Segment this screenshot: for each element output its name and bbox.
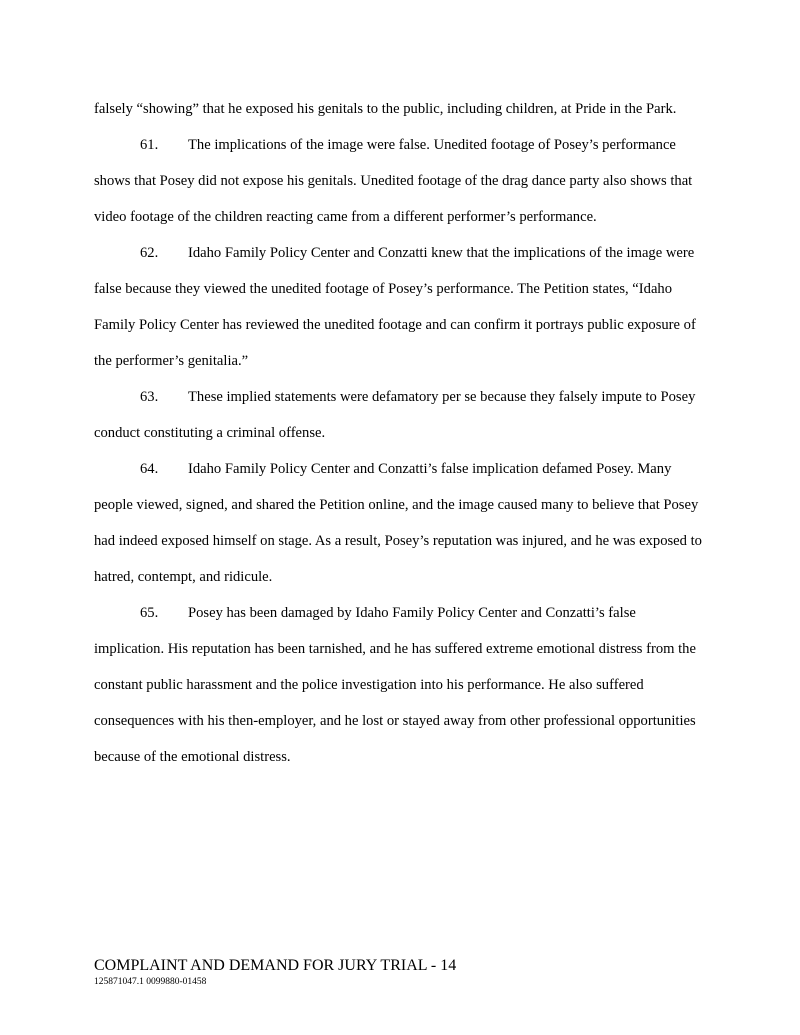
paragraph-62 (94, 235, 708, 379)
paragraph-63 (94, 379, 708, 451)
paragraph-65 (94, 595, 708, 775)
paragraph-text: Idaho Family Policy Center and Conzatti knew that the implications of the image were false because they viewed the unedited footage of Posey’s performance. The Petition states, “Idaho Family Policy Center has reviewed the unedited footage and can confirm it portrays public exposure of the performer’s genitalia.” (94, 245, 696, 369)
paragraph-number: 63. (140, 389, 159, 405)
paragraph-64 (94, 451, 708, 595)
page-footer (94, 956, 456, 988)
paragraph-text: The implications of the image were false. Unedited footage of Posey’s performance shows that Posey did not expose his genitals. Unedited footage of the drag dance party also shows that video footage of the children reacting came from a different performer’s performance. (94, 137, 693, 225)
paragraph-number: 62. (140, 245, 159, 261)
paragraph-text: Idaho Family Policy Center and Conzatti’s false implication defamed Posey. Many people viewed, signed, and shared the Petition online, and the image caused many to believe that Posey had indeed exposed himself on stage. As a result, Posey’s reputation was injured, and he was exposed to hatred, contempt, and ridicule. (94, 461, 702, 585)
footer-title: COMPLAINT AND DEMAND FOR JURY TRIAL - 14 (94, 957, 457, 974)
continuation-paragraph: falsely “showing” that he exposed his genitals to the public, including children, at Pride in the Park. (94, 101, 677, 117)
paragraph-number: 65. (140, 605, 159, 621)
footer-document-id: 125871047.1 0099880-01458 (94, 977, 207, 987)
paragraph-number: 61. (140, 137, 159, 153)
paragraph-text: Posey has been damaged by Idaho Family Policy Center and Conzatti’s false implication. His reputation has been tarnished, and he has suffered extreme emotional distress from the constant public harassment and the police investigation into his performance. He also suffered consequences with his then-employer, and he lost or stayed away from other professional opportunities because of the emotional distress. (94, 605, 696, 765)
paragraph-text: These implied statements were defamatory per se because they falsely impute to Posey conduct constituting a criminal offense. (94, 389, 696, 441)
document-body (94, 91, 708, 775)
paragraph-61 (94, 127, 708, 235)
paragraph-number: 64. (140, 461, 159, 477)
